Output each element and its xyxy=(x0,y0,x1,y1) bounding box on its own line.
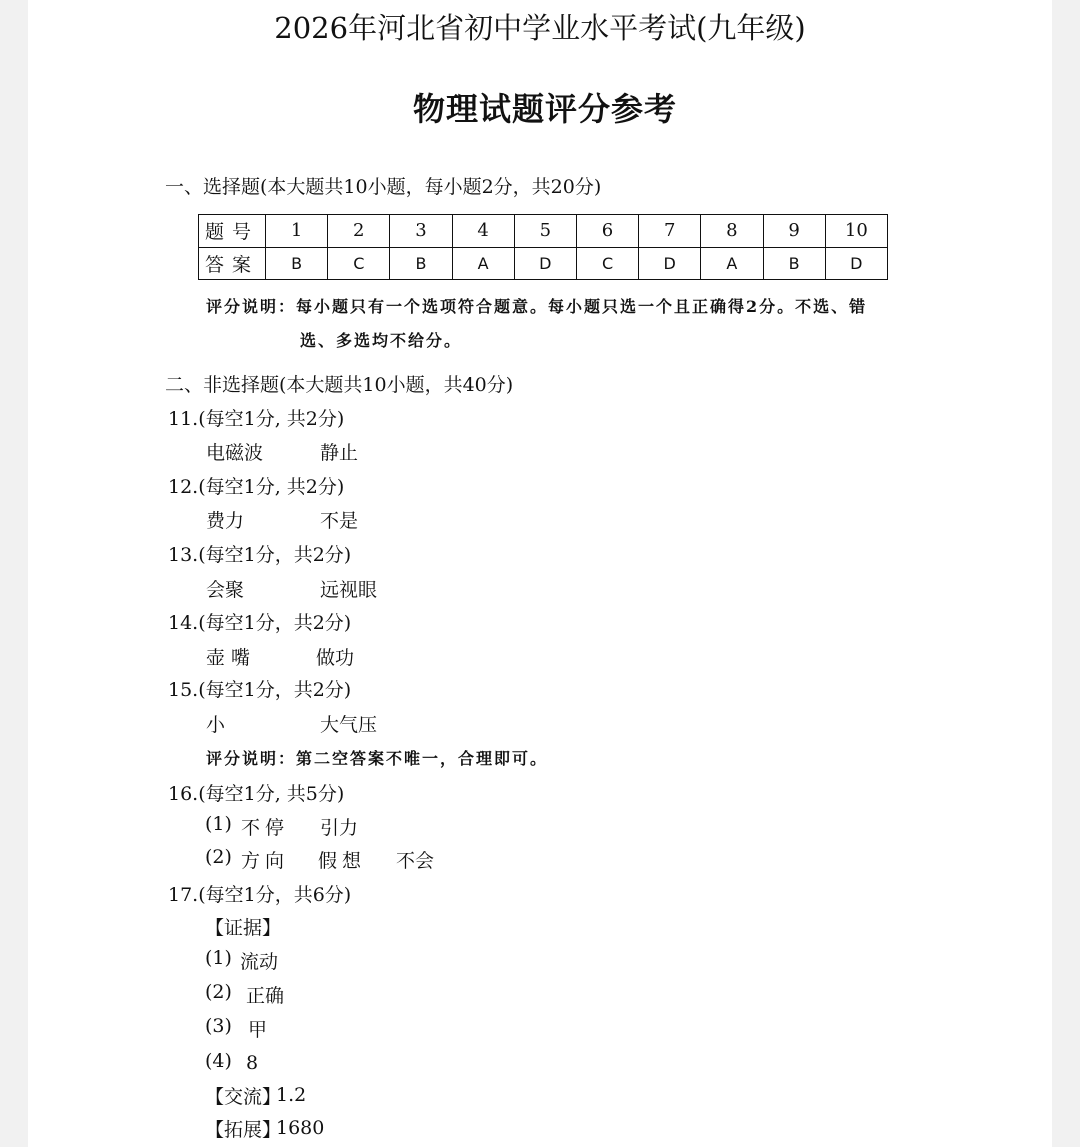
question-15-title: 15.(每空1分，共2分) xyxy=(168,679,352,701)
q17-exchange-label: 【交流】 xyxy=(205,1086,282,1108)
table-cell: 6 xyxy=(576,215,638,248)
q16-line2-answer-3: 不会 xyxy=(396,850,435,872)
q17-item-3-label: (3) xyxy=(205,1015,232,1037)
q17-item-3-text: 甲 xyxy=(248,1019,268,1041)
section1-heading: 一、选择题(本大题共10小题，每小题2分，共20分) xyxy=(165,176,602,198)
question-12-title: 12.(每空1分, 共2分) xyxy=(168,476,345,498)
q14-answer-2: 做功 xyxy=(316,647,355,669)
q15-answer-2: 大气压 xyxy=(320,714,378,736)
q15-scoring-note: 评分说明：第二空答案不唯一，合理即可。 xyxy=(206,749,549,768)
q14-answer-1: 壶 嘴 xyxy=(206,647,251,669)
row-label-answer: 答案 xyxy=(199,247,266,280)
table-cell: 1 xyxy=(266,215,328,248)
q17-item-2-label: (2) xyxy=(205,981,232,1003)
q15-answer-1: 小 xyxy=(206,714,226,736)
q17-item-1-text: 流动 xyxy=(240,951,279,973)
q17-item-4-text: 8 xyxy=(246,1052,259,1074)
question-14-title: 14.(每空1分，共2分) xyxy=(168,612,352,634)
q17-item-1-label: (1) xyxy=(205,947,232,969)
table-cell: D xyxy=(825,247,887,280)
q16-line2-answer-1: 方向 xyxy=(241,850,290,872)
q11-answer-2: 静止 xyxy=(320,442,359,464)
q17-exchange-value: 1.2 xyxy=(276,1084,307,1106)
table-cell: 10 xyxy=(825,215,887,248)
table-cell: 5 xyxy=(514,215,576,248)
scoring-note-line2: 选、多选均不给分。 xyxy=(300,331,463,350)
question-16-title: 16.(每空1分, 共5分) xyxy=(168,783,345,805)
answer-table xyxy=(198,214,888,280)
row-label-number: 题号 xyxy=(199,215,266,248)
q17-extend-value: 1680 xyxy=(276,1117,325,1139)
table-cell: A xyxy=(452,247,514,280)
q17-item-4-label: (4) xyxy=(205,1050,232,1072)
table-cell: D xyxy=(514,247,576,280)
question-13-title: 13.(每空1分，共2分) xyxy=(168,544,352,566)
table-row-numbers xyxy=(199,215,888,248)
q12-answer-2: 不是 xyxy=(320,510,359,532)
q11-answer-1: 电磁波 xyxy=(206,442,264,464)
q13-answer-1: 会聚 xyxy=(206,579,245,601)
q17-item-2-text: 正确 xyxy=(246,985,285,1007)
q17-evidence-label: 【证据】 xyxy=(205,917,282,939)
table-cell: A xyxy=(701,247,763,280)
table-cell: 3 xyxy=(390,215,452,248)
table-cell: B xyxy=(763,247,825,280)
table-cell: D xyxy=(639,247,701,280)
q16-line1-answer-1: 不停 xyxy=(241,817,290,839)
table-cell: B xyxy=(266,247,328,280)
q16-line2-label: (2) xyxy=(205,846,232,868)
q13-answer-2: 远视眼 xyxy=(320,579,378,601)
table-cell: C xyxy=(576,247,638,280)
q12-answer-1: 费力 xyxy=(206,510,245,532)
table-cell: 7 xyxy=(639,215,701,248)
section2-heading: 二、非选择题(本大题共10小题，共40分) xyxy=(165,374,514,396)
table-cell: 2 xyxy=(328,215,390,248)
question-11-title: 11.(每空1分, 共2分) xyxy=(168,408,345,430)
question-17-title: 17.(每空1分，共6分) xyxy=(168,884,352,906)
q16-line1-label: (1) xyxy=(205,813,232,835)
document-title: 物理试题评分参考 xyxy=(412,90,677,128)
table-row-answers xyxy=(199,247,888,280)
table-cell: 9 xyxy=(763,215,825,248)
exam-title: 2026年河北省初中学业水平考试(九年级) xyxy=(274,11,806,45)
table-cell: 8 xyxy=(701,215,763,248)
q17-extend-label: 【拓展】 xyxy=(205,1119,282,1141)
q16-line2-answer-2: 假想 xyxy=(318,850,367,872)
scoring-note-line1: 评分说明：每小题只有一个选项符合题意。每小题只选一个且正确得2分。不选、错 xyxy=(206,297,868,316)
table-cell: C xyxy=(328,247,390,280)
table-cell: B xyxy=(390,247,452,280)
table-cell: 4 xyxy=(452,215,514,248)
q16-line1-answer-2: 引力 xyxy=(320,817,359,839)
